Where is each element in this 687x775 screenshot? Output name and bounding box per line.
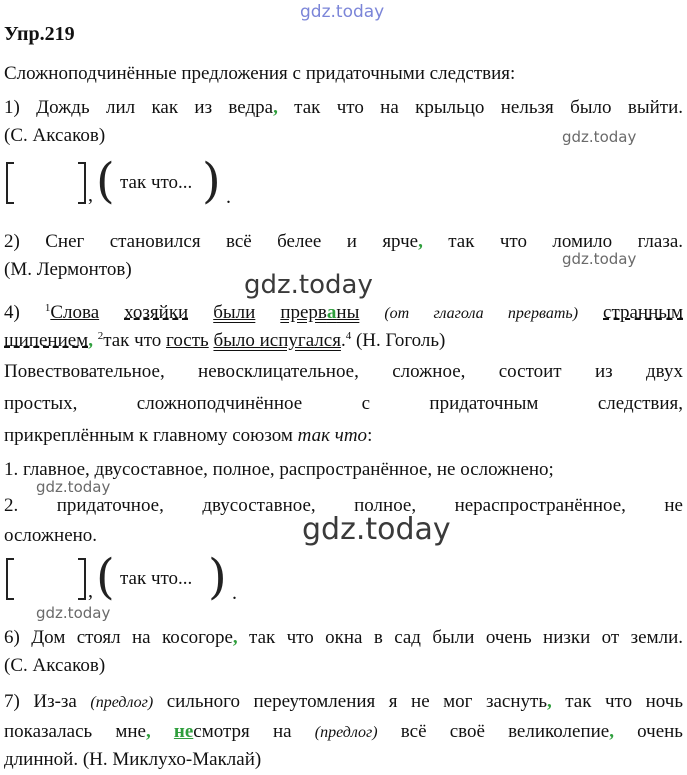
attribute-word: хозяйки xyxy=(124,302,189,323)
sentence-1-sub: так что на крыльцо нельзя было выйти. xyxy=(277,97,683,118)
sentence-4-end: . xyxy=(340,330,346,351)
sup-4: 4 xyxy=(345,330,352,342)
scheme-2-conjunction: так что... xyxy=(120,568,193,589)
sentence-1-main: 1) Дождь лил как из ведра xyxy=(4,97,274,118)
sentence-1-author: (С. Аксаков) xyxy=(4,125,106,146)
subject-word: Слова xyxy=(50,302,100,323)
intro-line: Сложноподчинённые предложения с придаточными следствия: xyxy=(4,63,516,84)
watermark-5: gdz.today xyxy=(302,512,451,547)
watermark-2: gdz.today xyxy=(562,250,637,268)
part-2-description-line-2: осложнено. xyxy=(4,525,98,546)
sentence-6-comma: , xyxy=(232,627,238,648)
sentence-7-comma-3: , xyxy=(609,721,614,742)
predicate-word-2: прерваны xyxy=(280,302,360,323)
paren-right: ) xyxy=(202,153,221,209)
paren-left-2: ( xyxy=(96,549,115,605)
attribute-word-2: странным xyxy=(603,302,684,323)
sup-2: 2 xyxy=(97,330,104,342)
object-word: шипением xyxy=(4,330,89,351)
analysis-line-2: простых, сложноподчинённое с придаточным следствия, xyxy=(4,393,683,414)
sentence-6-author: (С. Аксаков) xyxy=(4,655,106,676)
sentence-7-end-1: так что ночь xyxy=(551,691,683,712)
scheme-2 xyxy=(4,549,244,606)
preposition-note-1: (предлог) xyxy=(90,694,154,711)
sentence-4-author: (Н. Гоголь) xyxy=(351,330,446,351)
watermark-6: gdz.today xyxy=(36,604,111,622)
scheme-2-dot: . xyxy=(232,582,237,604)
preposition-note-2: (предлог) xyxy=(314,724,378,741)
subject-word-2: гость xyxy=(166,330,209,351)
sentence-4-line-1 xyxy=(4,296,683,326)
scheme-1 xyxy=(4,153,244,210)
paren-left: ( xyxy=(96,153,115,209)
sentence-6-sub: так что окна в сад были очень низки от земли. xyxy=(237,627,683,648)
analysis-line-3 xyxy=(4,424,372,448)
sentence-2-main: 2) Снег становился всё белее и ярче xyxy=(4,231,419,252)
predicate-word-1: были xyxy=(213,302,256,323)
sentence-7-line-2-start: показалась мне xyxy=(4,721,146,742)
sup-1: 1 xyxy=(44,302,51,314)
part-1-description: 1. главное, двусоставное, полное, распространённое, не осложнено; xyxy=(4,459,554,480)
watermark-top: gdz.today xyxy=(300,2,385,22)
sentence-1-line-1 xyxy=(4,96,683,120)
analysis-colon: : xyxy=(367,425,373,446)
sentence-1-comma: , xyxy=(273,97,278,118)
sentence-7-line-2-end: очень xyxy=(613,721,683,742)
analysis-line-1: Повествовательное, невосклицательное, сложное, состоит из двух xyxy=(4,361,683,382)
scheme-2-comma: , xyxy=(88,580,93,602)
sentence-4-line-2 xyxy=(4,324,445,353)
conjunction: так что xyxy=(103,330,162,351)
sentence-7-comma-2: , xyxy=(145,721,151,742)
paren-right-2: ) xyxy=(208,549,227,605)
exercise-heading: Упр.219 xyxy=(4,23,75,45)
sentence-7-start: 7) Из-за xyxy=(4,691,91,712)
sentence-7-line-1 xyxy=(4,690,683,715)
sentence-6-line-1 xyxy=(4,626,683,650)
sentence-7-line-2-mid-2: всё своё великолепие xyxy=(377,721,610,742)
sentence-7-middle: сильного переутомления я не мог заснуть xyxy=(153,691,547,712)
sentence-6-main: 6) Дом стоял на косогоре xyxy=(4,627,233,648)
scheme-comma: , xyxy=(88,184,93,206)
main-clause-bracket xyxy=(6,162,86,204)
scheme-conjunction: так что... xyxy=(120,172,193,193)
sentence-4-comma: , xyxy=(88,330,93,351)
sentence-7-comma-1: , xyxy=(547,691,552,712)
sentence-7-line-3: длинной. (Н. Миклухо-Маклай) xyxy=(4,749,262,770)
sentence-2-author: (М. Лермонтов) xyxy=(4,259,132,280)
sentence-2-comma: , xyxy=(418,231,423,252)
highlighted-prefix: не xyxy=(173,721,194,742)
sentence-2-sub: так что ломило глаза. xyxy=(422,231,684,252)
part-2-description-line-1: 2. придаточное, двусоставное, полное, нераспространённое, не xyxy=(4,495,683,516)
grammar-note: (от глагола прервать) xyxy=(384,305,579,322)
sentence-7-line-2-mid: смотря на xyxy=(193,721,315,742)
analysis-conjunction: так что xyxy=(297,425,368,446)
watermark-4: gdz.today xyxy=(36,478,111,496)
watermark-1: gdz.today xyxy=(562,128,637,146)
predicate-word-3: было испугался xyxy=(213,330,341,351)
analysis-text: прикреплённым к главному союзом xyxy=(4,425,298,446)
sentence-4-number: 4) xyxy=(4,302,45,323)
scheme-dot: . xyxy=(226,186,231,208)
sentence-7-line-2 xyxy=(4,720,683,745)
watermark-3: gdz.today xyxy=(244,270,373,300)
main-clause-bracket-2 xyxy=(6,558,86,600)
